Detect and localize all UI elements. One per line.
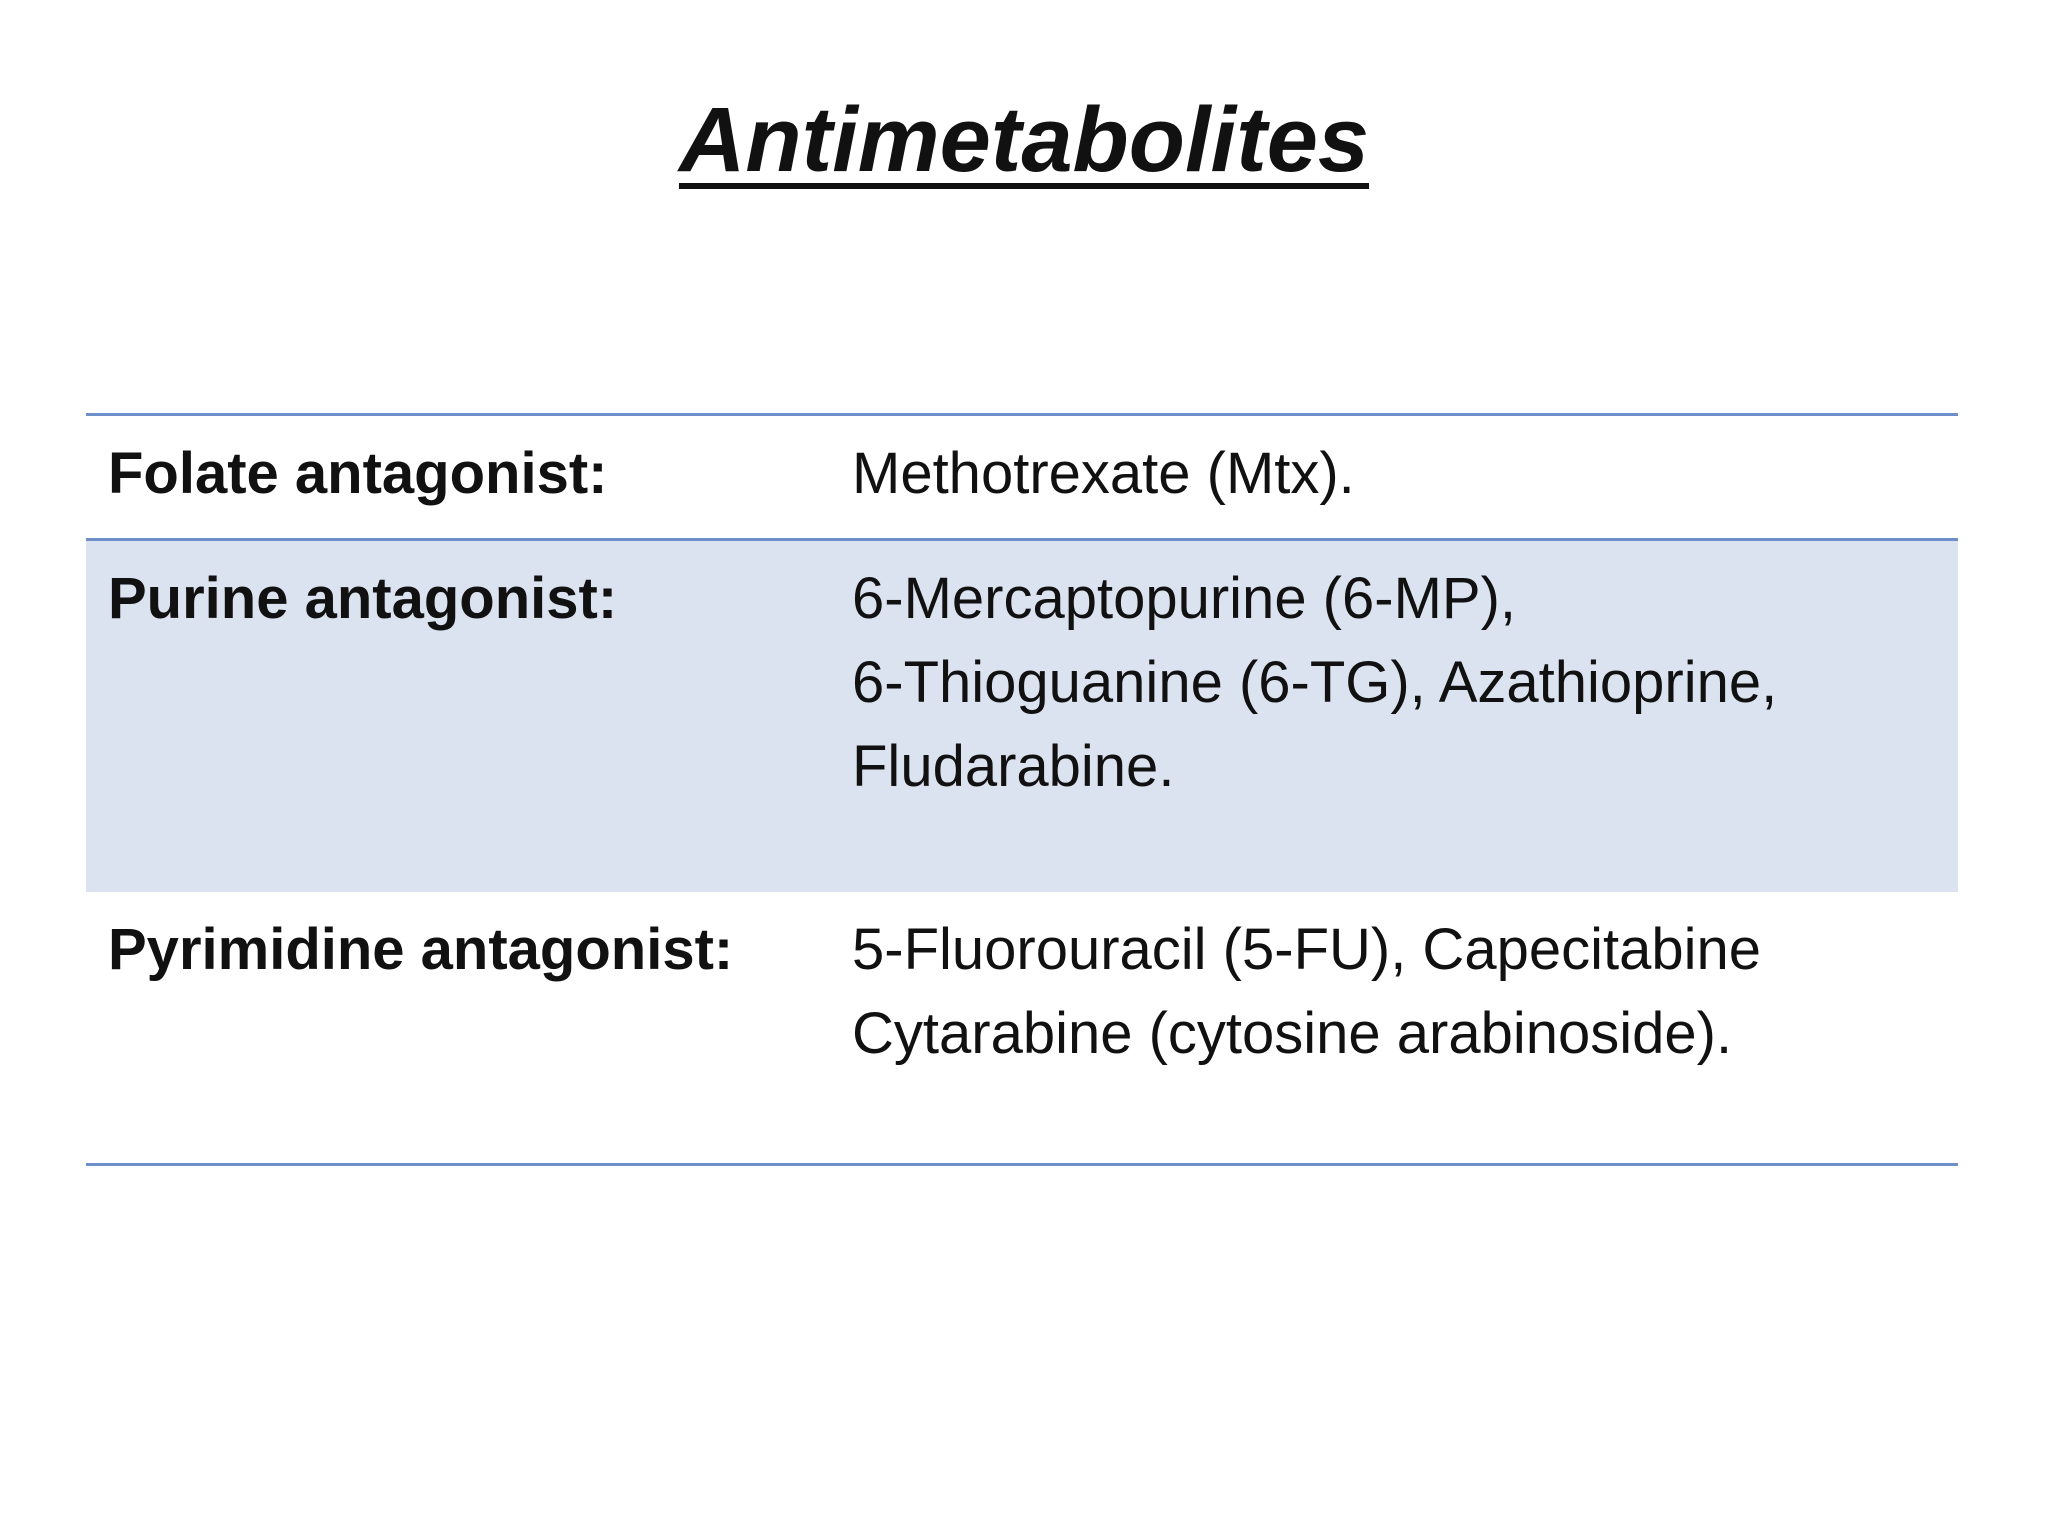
slide-title: Antimetabolites <box>678 89 1370 191</box>
table-row-folate <box>86 416 1958 541</box>
row-label-pyrimidine: Pyrimidine antagonist: <box>108 917 734 982</box>
row-value-purine <box>852 557 1958 892</box>
row-label-purine: Purine antagonist: <box>108 566 618 631</box>
row-label-folate: Folate antagonist: <box>108 441 608 506</box>
drug-line: Fludarabine. <box>852 734 1175 799</box>
drug-line: Methotrexate (Mtx). <box>852 441 1355 506</box>
drug-line: Cytarabine (cytosine arabinoside). <box>852 1001 1733 1066</box>
drug-class-table <box>86 413 1958 1166</box>
row-value-folate <box>852 432 1958 538</box>
drug-line: 6-Thioguanine (6-TG), Azathioprine, <box>852 650 1778 715</box>
drug-line: 6-Mercaptopurine (6-MP), <box>852 566 1516 631</box>
drug-line: 5-Fluorouracil (5-FU), Capecitabine <box>852 917 1761 982</box>
table-row-purine <box>86 541 1958 892</box>
table-row-pyrimidine <box>86 892 1958 1163</box>
row-value-pyrimidine <box>852 908 1958 1163</box>
